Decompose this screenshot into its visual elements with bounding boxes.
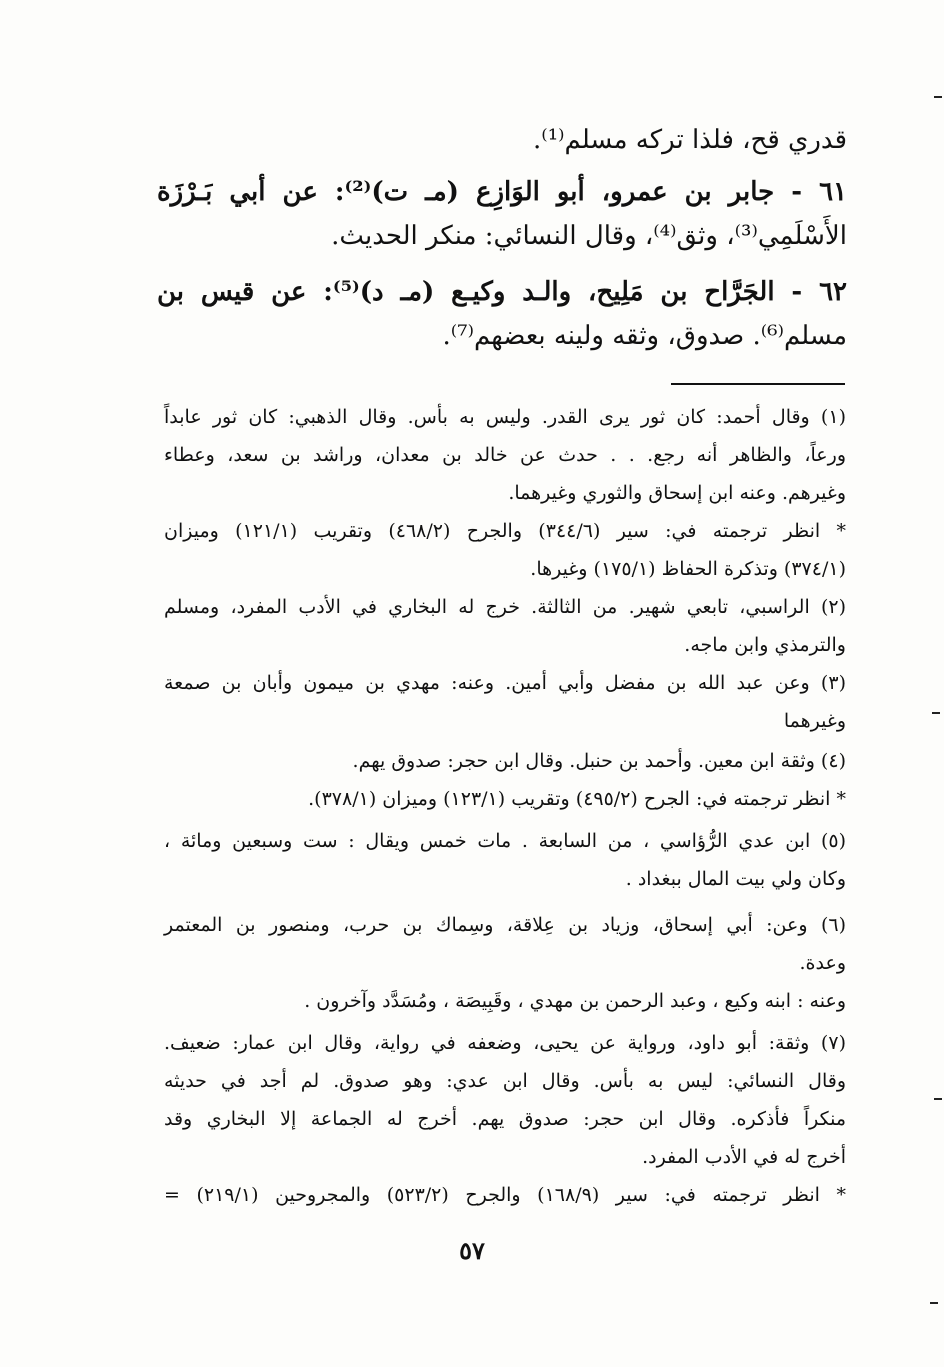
footnote-5-line: وكان ولي بيت المال ببغداد . — [625, 868, 846, 890]
footnote-1-line: وغيرهم. وعنه ابن إسحاق والثوري وغيرهما. — [508, 482, 846, 504]
footnote-4-reference: * انظر ترجمته في: الجرح (٤٩٥/٢) وتقريب (١٢٣/١) وميزان (٣٧٨/١). — [308, 788, 846, 810]
footnote-1-reference: * انظر ترجمته في: سير (٣٤٤/٦) والجرح (٤٦٨/٢) وتقريب (١٢١/١) وميزان — [164, 520, 846, 542]
footnote-2-line: (٢) الراسبي، تابعي شهير. من الثالثة. خرج له البخاري في الأدب المفرد، ومسلم — [164, 596, 846, 618]
footnote-separator — [671, 383, 845, 385]
footnote-3-line: (٣) وعن عبد الله بن مفضل وأبي أمين. وعنه: مهدي بن ميمون وأبان بن صمعة — [164, 672, 846, 694]
main-text-line: قدري قح، فلذا تركه مسلم⁽¹⁾. — [533, 125, 847, 155]
entry-61-line-1: ٦١ - جابر بن عمرو، أبو الوَازِع (مـ ت)⁽²⁾: عن أبي بَـرْزَة — [157, 177, 848, 207]
entry-62-line-1: ٦٢ - الجَرَّاح بن مَلِيح، والـد وكيـع (مـ د)⁽⁵⁾: عن قيس بن — [157, 277, 847, 307]
footnote-7-line: أخرج له في الأدب المفرد. — [642, 1146, 846, 1168]
footnote-6-line: وعنه : ابنه وكيع ، وعبد الرحمن بن مهدي ، وقَبِيصَة ، ومُسَدَّد وآخرون . — [304, 990, 846, 1012]
footnote-2-line: والترمذي وابن ماجه. — [684, 634, 846, 656]
footnote-7-line: وقال النسائي: ليس به بأس. وقال ابن عدي: وهو صدوق. لم أجد في حديثه — [164, 1070, 846, 1092]
scan-mark — [934, 96, 942, 98]
footnote-5-line: (٥) ابن عدي الرُّؤاسي ، من السابعة . مات خمس ويقال : ست وسبعين ومائة ، — [164, 830, 846, 852]
scan-mark — [934, 1098, 942, 1100]
footnote-6-line: وعدة. — [799, 952, 846, 974]
footnote-4-line: (٤) وثقة ابن معين. وأحمد بن حنبل. وقال ابن حجر: صدوق يهم. — [352, 750, 846, 772]
footnote-1-line: (١) وقال أحمد: كان ثور يرى القدر. وليس به بأس. وقال الذهبي: كان ثور عابداً — [164, 406, 846, 428]
footnote-7-line: (٧) وثقة: أبو داود، ورواية عن يحيى، وضعفه في رواية، وقال ابن عمار: ضعيف. — [164, 1032, 846, 1054]
footnote-7-reference: * انظر ترجمته في: سير (١٦٨/٩) والجرح (٥٢٣/٢) والمجروحين (٢١٩/١) = — [164, 1184, 846, 1206]
footnote-7-line: منكراً فأذكره. وقال ابن حجر: صدوق يهم. أخرج له الجماعة إلا البخاري وقد — [164, 1108, 846, 1130]
footnote-3-line: وغيرهما — [783, 710, 846, 732]
entry-62-line-2: مسلم⁽⁶⁾. صدوق، وثقه ولينه بعضهم⁽⁷⁾. — [442, 321, 847, 351]
entry-61-line-2: الأَسْلَمِي⁽³⁾، وثق⁽⁴⁾، وقال النسائي: منكر الحديث. — [331, 221, 847, 251]
scan-mark — [930, 1302, 938, 1304]
scan-mark — [932, 712, 940, 714]
footnote-6-line: (٦) وعن: أبي إسحاق، وزياد بن عِلاقة، وسِماك بن حرب، ومنصور بن المعتمر — [164, 914, 846, 936]
page-number: ٥٧ — [459, 1236, 485, 1265]
footnote-1-line: ورعاً، والظاهر أنه رجع. . . حدث عن خالد بن معدان، وراشد بن سعد، وعطاء — [164, 444, 846, 466]
footnote-1-reference: (٣٧٤/١) وتذكرة الحفاظ (١٧٥/١) وغيرها. — [530, 558, 846, 580]
